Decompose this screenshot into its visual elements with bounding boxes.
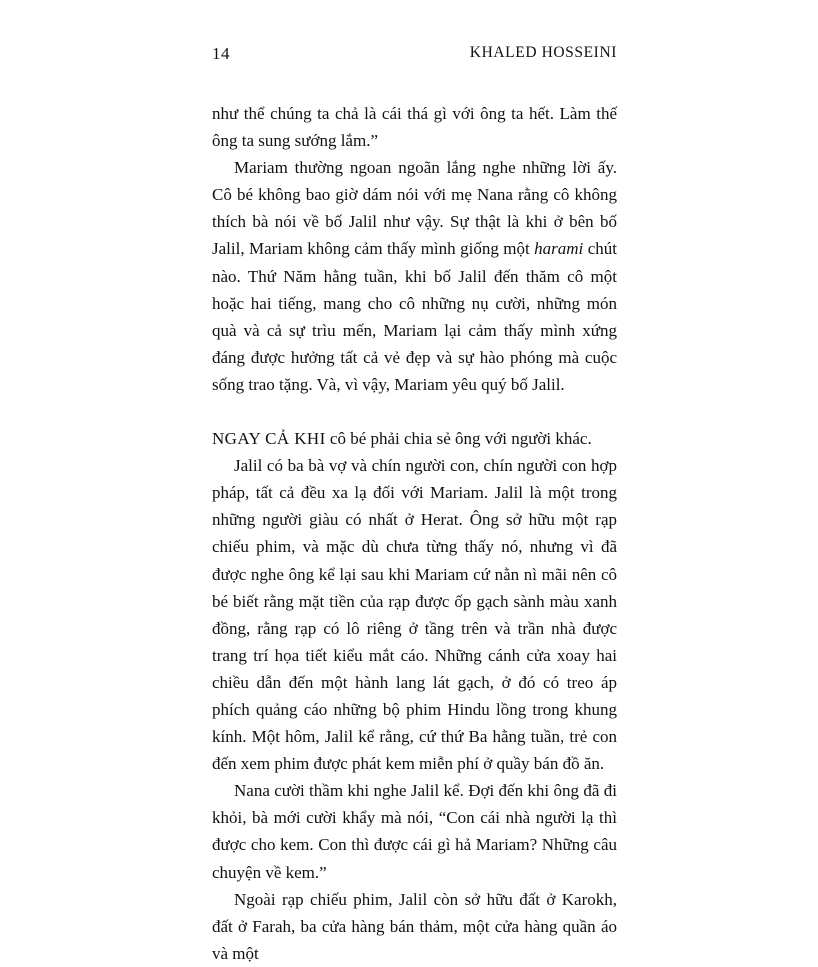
paragraph-6: Ngoài rạp chiếu phim, Jalil còn sở hữu đất ở Karokh, đất ở Farah, ba cửa hàng bán thảm, một cửa hàng quần áo và một [212, 889, 617, 963]
paragraph-2-text-before: Mariam thường ngoan ngoãn lắng nghe những lời ấy. Cô bé không bao giờ dám nói với mẹ Nana rằng cô không thích bà nói về bố Jalil như vậy. Sự thật là khi ở bên bố Jalil, Mariam không cảm thấy mình giống một [212, 158, 617, 259]
page-header [212, 44, 617, 68]
paragraph-1: như thể chúng ta chả là cái thá gì với ông ta hết. Làm thế ông ta sung sướng lắm.” [212, 104, 617, 151]
paragraph-2 [212, 154, 617, 398]
paragraph-2-text-after: chút nào. Thứ Năm hằng tuần, khi bố Jalil đến thăm cô một hoặc hai tiếng, mang cho cô những nụ cười, những món quà và cả sự trìu mến, Mariam lại cảm thấy mình xứng đáng được hưởng tất cả vẻ đẹp và sự hào phóng mà cuộc sống trao tặng. Và, vì vậy, Mariam yêu quý bố Jalil. [212, 239, 617, 394]
body-text [212, 100, 617, 967]
running-head-author: KHALED HOSSEINI [469, 44, 617, 61]
paragraph-5: Nana cười thầm khi nghe Jalil kể. Đợi đến khi ông đã đi khỏi, bà mới cười khẩy mà nói, “Con cái nhà người lạ thì được cho kem. Con thì được cái gì hả Mariam? Những câu chuyện về kem.” [212, 781, 617, 882]
paragraph-3-text: cô bé phải chia sẻ ông với người khác. [325, 429, 592, 449]
paragraph-2-italic-word: harami [534, 239, 584, 259]
page-number: 14 [212, 44, 230, 63]
section-lead-in: NGAY CẢ KHI [212, 429, 326, 449]
paragraph-4: Jalil có ba bà vợ và chín người con, chín người con hợp pháp, tất cả đều xa lạ đối với Mariam. Jalil là một trong những người giàu có nhất ở Herat. Ông sở hữu một rạp chiếu phim, và mặc dù chưa từng thấy nó, nhưng vì đã được nghe ông kể lại sau khi Mariam cứ nằn nì mãi nên cô bé biết rằng mặt tiền của rạp được ốp gạch sành màu xanh đồng, rằng rạp có lô riêng ở tầng trên và trần nhà được trang trí họa tiết kiểu mắt cáo. Những cánh cửa xoay hai chiều dẫn đến một hành lang lát gạch, ở đó có treo áp phích quảng cáo những bộ phim Hindu lồng trong khung kính. Một hôm, Jalil kể rằng, cứ thứ Ba hằng tuần, trẻ con đến xem phim được phát kem miễn phí ở quầy bán đồ ăn. [212, 456, 617, 774]
paragraph-3-section-start [212, 425, 617, 452]
